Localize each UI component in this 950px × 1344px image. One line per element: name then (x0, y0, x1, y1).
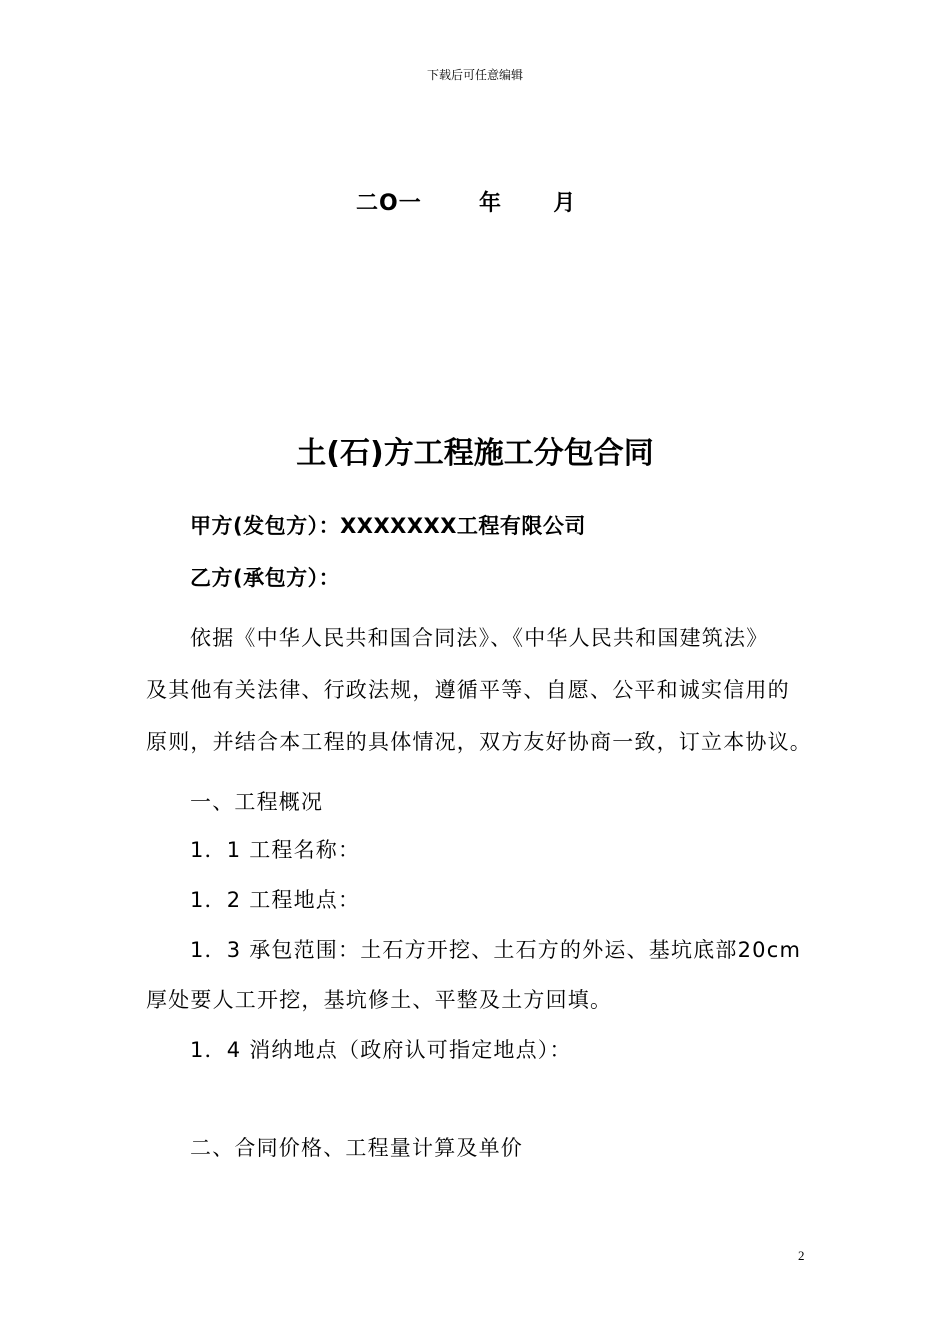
section-1-item-1: 1．1 工程名称： (190, 838, 361, 862)
party-a-line: 甲方(发包方）：XXXXXXX工程有限公司 (190, 514, 586, 538)
page-number: 2 (798, 1248, 805, 1263)
date-prefix: 二O一 (356, 191, 422, 216)
date-line (356, 186, 576, 217)
section-1-item-2: 1．2 工程地点： (190, 888, 361, 912)
party-b-line: 乙方(承包方）： (190, 566, 341, 590)
section-1-heading: 一、工程概况 (190, 790, 324, 814)
date-year-label: 年 (479, 191, 503, 216)
section-1-item-4: 1．4 消纳地点（政府认可指定地点）： (190, 1038, 572, 1062)
preamble-line-2: 及其他有关法律、行政法规，遵循平等、自愿、公平和诚实信用的 (146, 678, 790, 702)
contract-title: 土(石)方工程施工分包合同 (296, 436, 654, 471)
section-2-heading: 二、合同价格、工程量计算及单价 (190, 1136, 523, 1160)
preamble-line-3: 原则，并结合本工程的具体情况，双方友好协商一致，订立本协议。 (146, 730, 812, 754)
date-month-label: 月 (553, 191, 577, 216)
section-1-item-3-line-2: 厚处要人工开挖，基坑修土、平整及土方回填。 (146, 988, 613, 1012)
section-1-item-3-line-1: 1．3 承包范围：土石方开挖、土石方的外运、基坑底部20cm (190, 938, 802, 962)
header-note: 下载后可任意编辑 (426, 68, 523, 82)
preamble-line-1: 依据《中华人民共和国合同法》、《中华人民共和国建筑法》 (190, 626, 769, 650)
